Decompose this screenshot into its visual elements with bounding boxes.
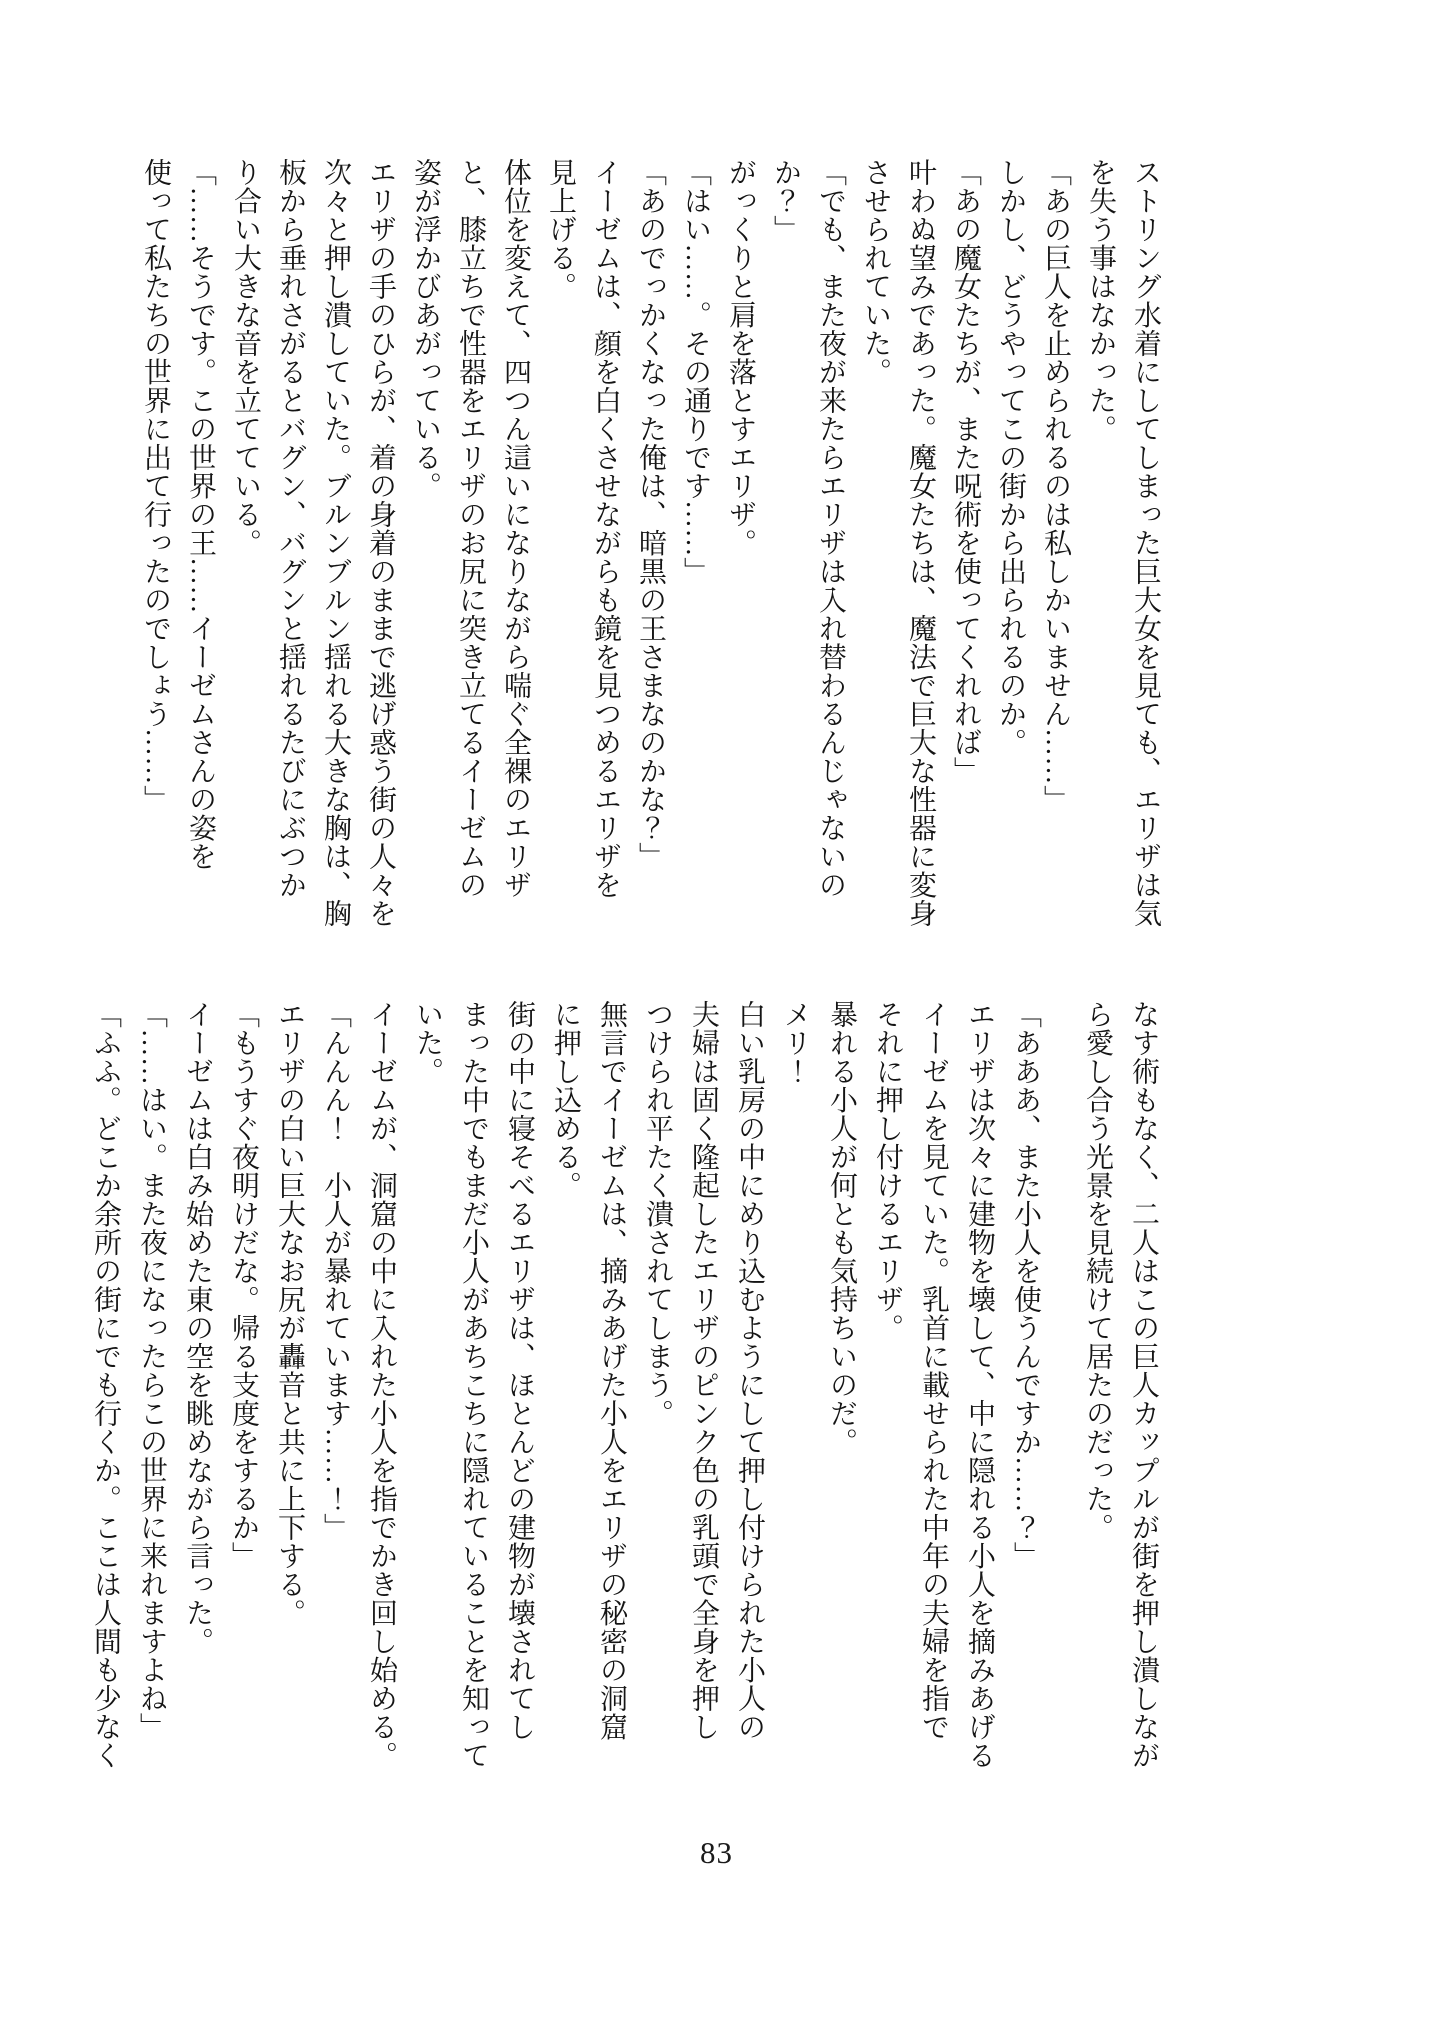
text-line: 夫婦は固く隆起したエリザのピンク色の乳頭で全身を押し [688, 1000, 719, 1741]
text-line: り合い大きな音を立てている。 [230, 158, 261, 557]
text-line: 姿が浮かびあがっている。 [410, 158, 441, 500]
text-line: 「あああ、また小人を使うんですか……？」 [1010, 1000, 1041, 1570]
text-line: がっくりと肩を落とすエリザ。 [725, 158, 756, 557]
text-line: ストリング水着にしてしまった巨大女を見ても、エリザは気 [1130, 158, 1161, 928]
page-number: 83 [700, 1835, 733, 1870]
text-line: エリザの白い巨大なお尻が轟音と共に上下する。 [274, 1000, 305, 1627]
text-line: エリザの手のひらが、着の身着のままで逃げ惑う街の人々を [365, 158, 396, 928]
text-line: と、膝立ちで性器をエリザのお尻に突き立てるイーゼムの [455, 158, 486, 899]
text-line: イーゼムは、顔を白くさせながらも鏡を見つめるエリザを [590, 158, 621, 899]
text-line: 使って私たちの世界に出て行ったのでしょう……」 [140, 158, 171, 814]
text-line: 見上げる。 [545, 158, 576, 301]
text-line: 「……そうです。この世界の王……イーゼムさんの姿を [185, 158, 216, 871]
text-block-top [133, 158, 1168, 928]
text-line: しかし、どうやってこの街から出られるのか。 [995, 158, 1026, 757]
text-line: イーゼムは白み始めた東の空を眺めながら言った。 [182, 1000, 213, 1656]
text-line: 板から垂れさがるとバグン、バグンと揺れるたびにぶつか [275, 158, 306, 899]
text-line: させられていた。 [860, 158, 891, 386]
text-line: を失う事はなかった。 [1085, 158, 1116, 443]
text-line: 「あのでっかくなった俺は、暗黒の王さまなのかな？」 [635, 158, 666, 871]
text-line: 「はい……。その通りです……」 [680, 158, 711, 586]
text-line: イーゼムを見ていた。乳首に載せられた中年の夫婦を指で [918, 1000, 949, 1741]
text-line: いた。 [412, 1000, 443, 1086]
text-line: 無言でイーゼムは、摘みあげた小人をエリザの秘密の洞窟 [596, 1000, 627, 1741]
text-line: 次々と押し潰していた。ブルンブルン揺れる大きな胸は、胸 [320, 158, 351, 928]
text-line: 叶わぬ望みであった。魔女たちは、魔法で巨大な性器に変身 [905, 158, 936, 928]
text-block-bottom [82, 1000, 1166, 1770]
text-line: エリザは次々に建物を壊して、中に隠れる小人を摘みあげる [964, 1000, 995, 1770]
text-line: 「ふふ。どこか余所の街にでも行くか。ここは人間も少なく [90, 1000, 121, 1770]
text-line: 「もうすぐ夜明けだな。帰る支度をするか」 [228, 1000, 259, 1570]
text-line: に押し込める。 [550, 1000, 581, 1200]
text-line: なす術もなく、二人はこの巨人カップルが街を押し潰しなが [1128, 1000, 1159, 1770]
text-line: 「でも、また夜が来たらエリザは入れ替わるんじゃないの [815, 158, 846, 899]
text-line: 暴れる小人が何とも気持ちいのだ。 [826, 1000, 857, 1456]
text-line: 「……はい。また夜になったらこの世界に来れますよね」 [136, 1000, 167, 1741]
text-line: つけられ平たく潰されてしまう。 [642, 1000, 673, 1428]
text-line: 「あの巨人を止められるのは私しかいません……」 [1040, 158, 1071, 814]
text-line: 街の中に寝そべるエリザは、ほとんどの建物が壊されてし [504, 1000, 535, 1741]
text-line: イーゼムが、洞窟の中に入れた小人を指でかき回し始める。 [366, 1000, 397, 1770]
text-line: か？」 [770, 158, 801, 244]
text-line: 「んんん！ 小人が暴れています……！」 [320, 1000, 351, 1542]
text-line: まった中でもまだ小人があちこちに隠れていることを知って [458, 1000, 489, 1770]
text-line: 白い乳房の中にめり込むようにして押し付けられた小人の [734, 1000, 765, 1741]
text-line: ら愛し合う光景を見続けて居たのだった。 [1082, 1000, 1113, 1542]
text-line: それに押し付けるエリザ。 [872, 1000, 903, 1342]
text-line: 「あの魔女たちが、また呪術を使ってくれれば」 [950, 158, 981, 785]
text-line: 体位を変えて、四つん這いになりながら喘ぐ全裸のエリザ [500, 158, 531, 899]
text-line: メリ！ [780, 1000, 811, 1086]
